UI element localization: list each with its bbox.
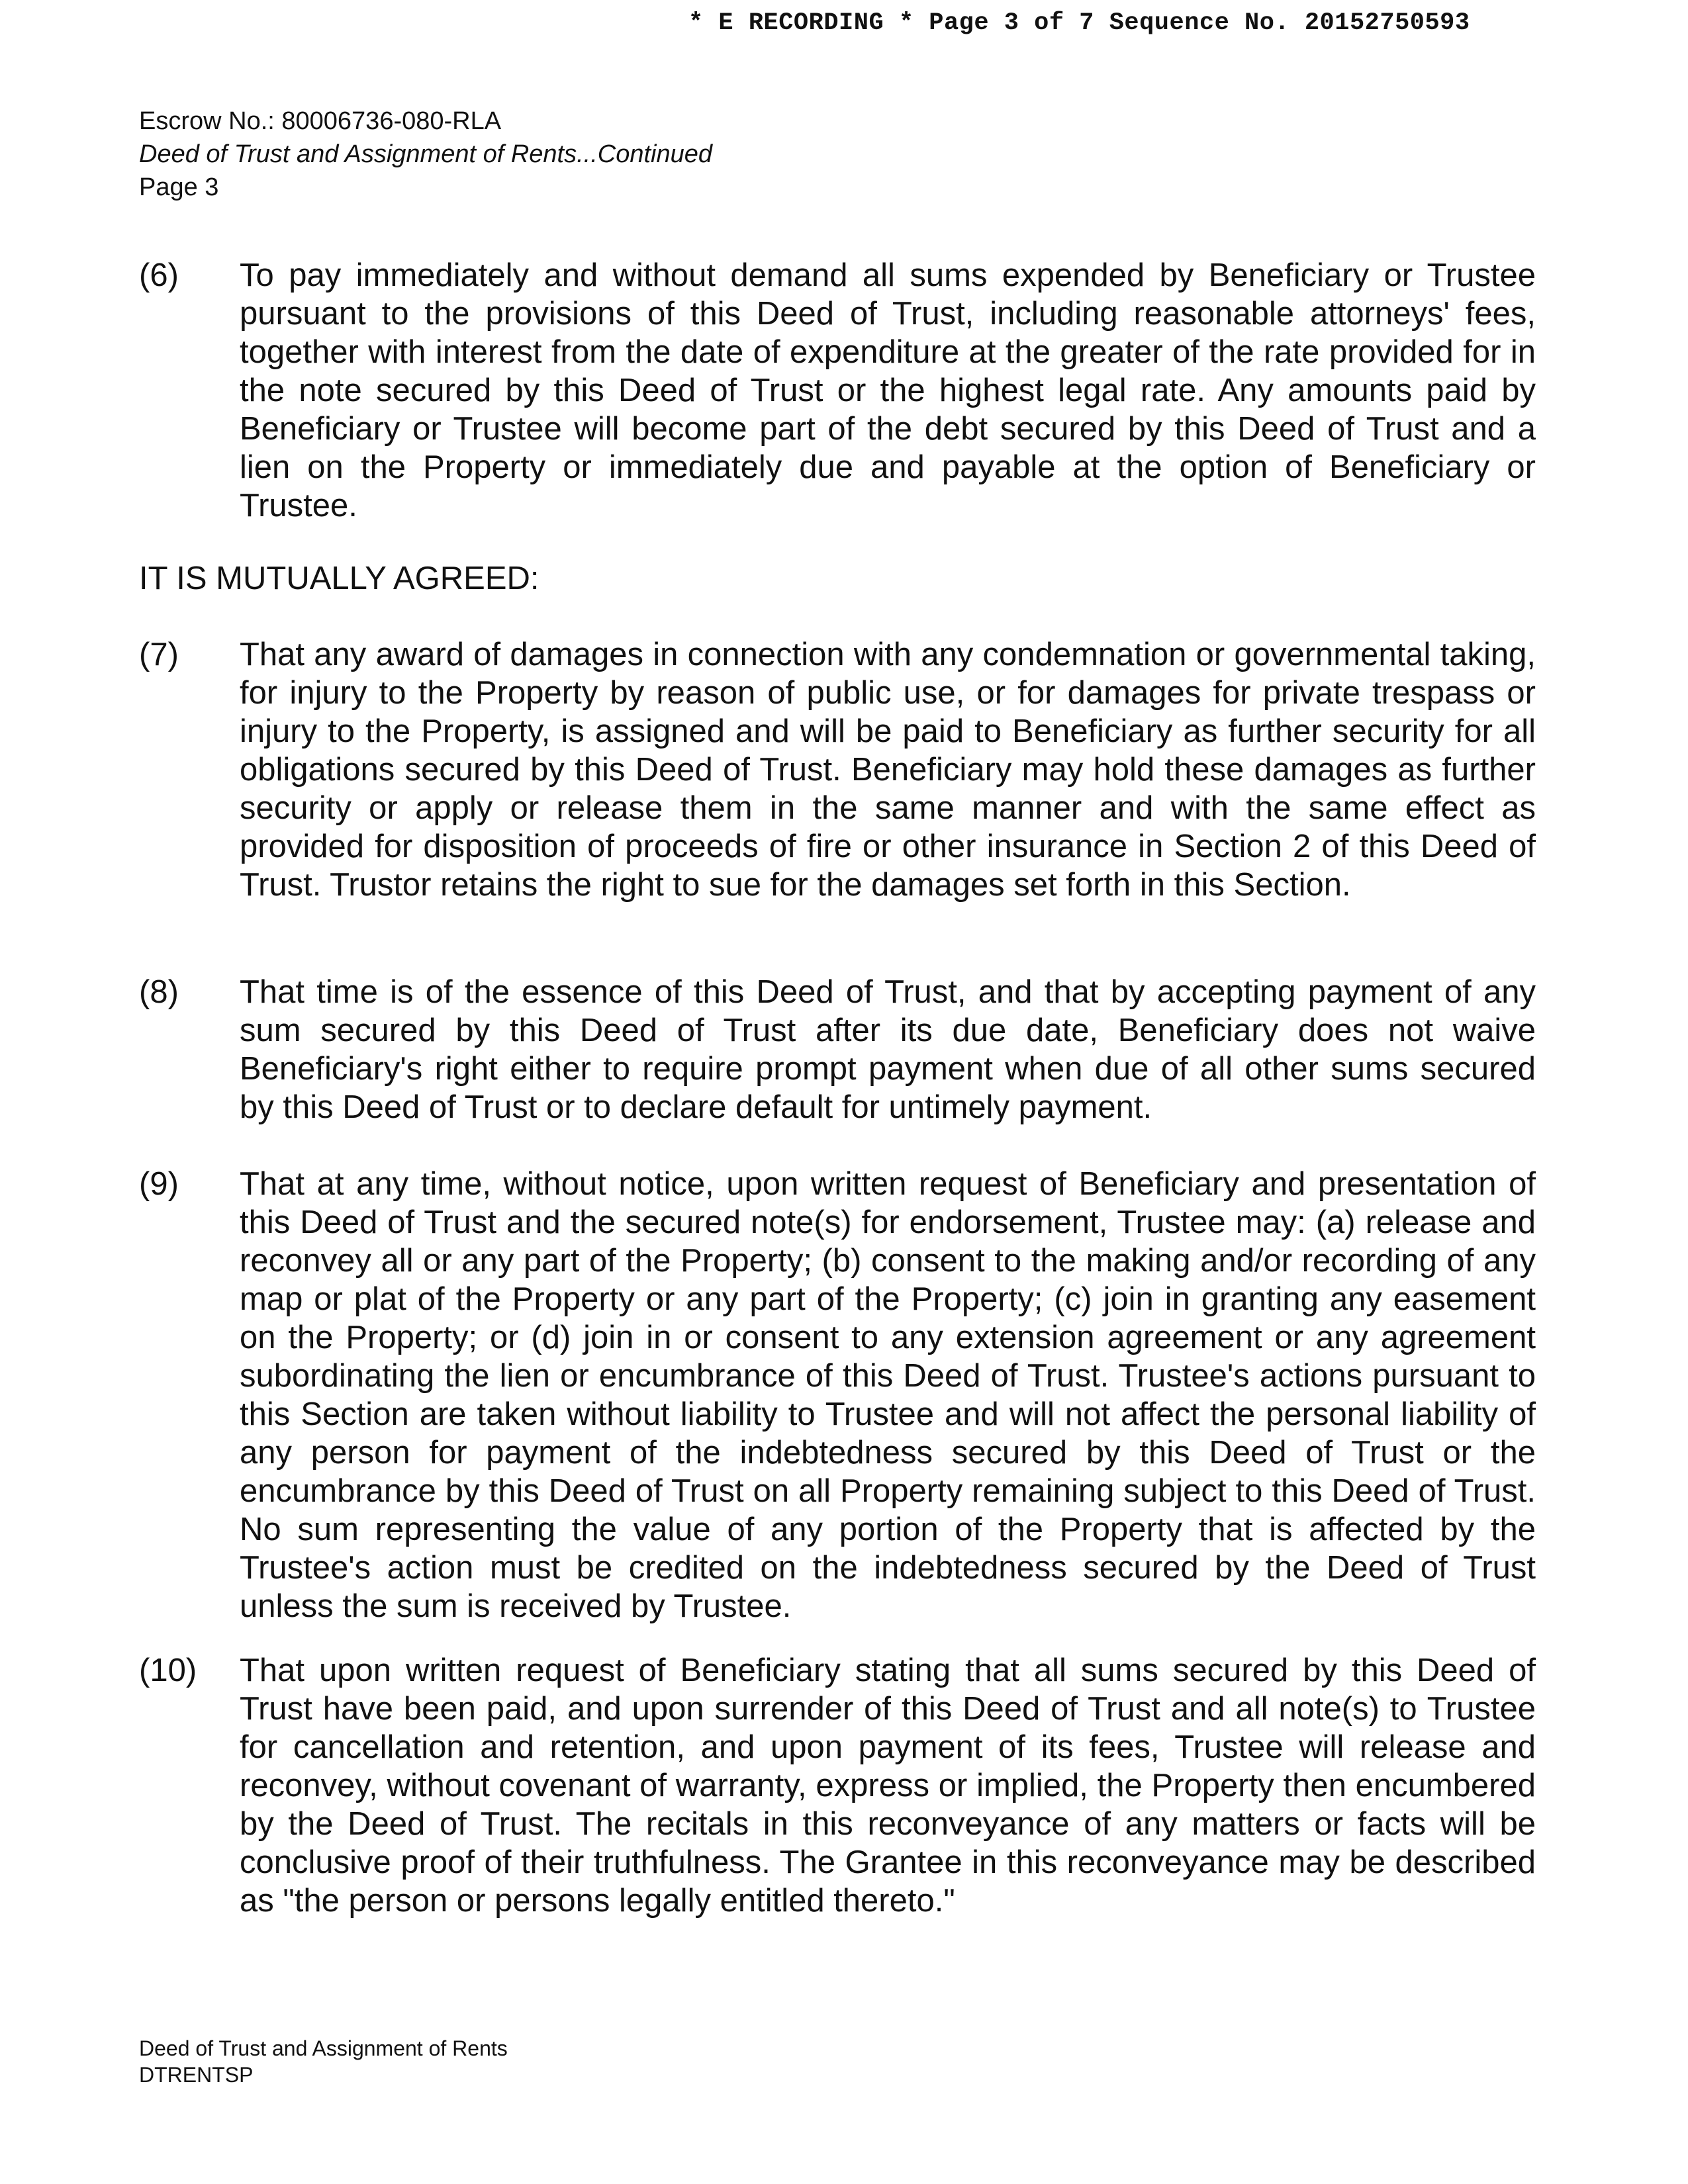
clause-8	[139, 973, 1536, 1126]
footer-document-name: Deed of Trust and Assignment of Rents	[139, 2036, 508, 2060]
clause-10	[139, 1651, 1536, 1920]
clause-text: That time is of the essence of this Deed of Trust, and that by accepting payment of any sum secured by this Deed of Trust after its due date, Beneficiary does not waive Beneficiary's right either to require prompt payment when due of all other sums secured by this Deed of Trust or to declare default for untimely payment.	[240, 974, 1536, 1125]
footer-form-code: DTRENTSP	[139, 2063, 254, 2087]
clause-number: (6)	[139, 257, 179, 293]
clause-number: (9)	[139, 1166, 179, 1202]
document-header	[139, 105, 712, 204]
clause-number: (8)	[139, 974, 179, 1010]
clause-9	[139, 1165, 1536, 1625]
clause-text: To pay immediately and without demand all sums expended by Beneficiary or Trustee pursuant to the provisions of this Deed of Trust, including reasonable attorneys' fees, together with interest from the date of expenditure at the greater of the rate provided for in the note secured by this Deed of Trust or the highest legal rate. Any amounts paid by Beneficiary or Trustee will become part of the debt secured by this Deed of Trust and a lien on the Property or immediately due and payable at the option of Beneficiary or Trustee.	[240, 257, 1536, 523]
clause-text: That at any time, without notice, upon written request of Beneficiary and presentation of this Deed of Trust and the secured note(s) for endorsement, Trustee may: (a) release and reconvey all or any part of the Property; (b) consent to the making and/or recording of any map or plat of the Property or any part of the Property; (c) join in granting any easement on the Property; or (d) join in or consent to any extension agreement or any agreement subordinating the lien or encumbrance of this Deed of Trust. Trustee's actions pursuant to this Section are taken without liability to Trustee and will not affect the personal liability of any person for payment of the indebtedness secured by this Deed of Trust or the encumbrance by this Deed of Trust on all Property remaining subject to this Deed of Trust. No sum representing the value of any portion of the Property that is affected by the Trustee's action must be credited on the indebtedness secured by the Deed of Trust unless the sum is received by Trustee.	[240, 1166, 1536, 1624]
clause-text: That any award of damages in connection with any condemnation or governmental taking, for injury to the Property by reason of public use, or for damages for private trespass or injury to the Property, is assigned and will be paid to Beneficiary as further security for all obligations secured by this Deed of Trust. Beneficiary may hold these damages as further security or apply or release them in the same manner and with the same effect as provided for disposition of proceeds of fire or other insurance in Section 2 of this Deed of Trust. Trustor retains the right to sue for the damages set forth in this Section.	[240, 637, 1536, 903]
mutually-agreed-heading: IT IS MUTUALLY AGREED:	[139, 561, 539, 596]
document-footer	[139, 2035, 508, 2088]
page-label: Page 3	[139, 173, 219, 201]
recording-stamp: * E RECORDING * Page 3 of 7 Sequence No. 20152750593	[688, 9, 1470, 37]
clause-number: (7)	[139, 637, 179, 672]
continued-title: Deed of Trust and Assignment of Rents...Continued	[139, 140, 713, 168]
clause-7	[139, 635, 1536, 904]
clause-text: That upon written request of Beneficiary stating that all sums secured by this Deed of Trust have been paid, and upon surrender of this Deed of Trust and all note(s) to Trustee for cancellation and retention, and upon payment of its fees, Trustee will release and reconvey, without covenant of warranty, express or implied, the Property then encumbered by the Deed of Trust. The recitals in this reconveyance of any matters or facts will be conclusive proof of their truthfulness. The Grantee in this reconveyance may be described as "the person or persons legally entitled thereto."	[240, 1653, 1536, 1919]
clause-6	[139, 256, 1536, 525]
clause-number: (10)	[139, 1653, 197, 1688]
escrow-number: Escrow No.: 80006736-080-RLA	[139, 107, 502, 135]
